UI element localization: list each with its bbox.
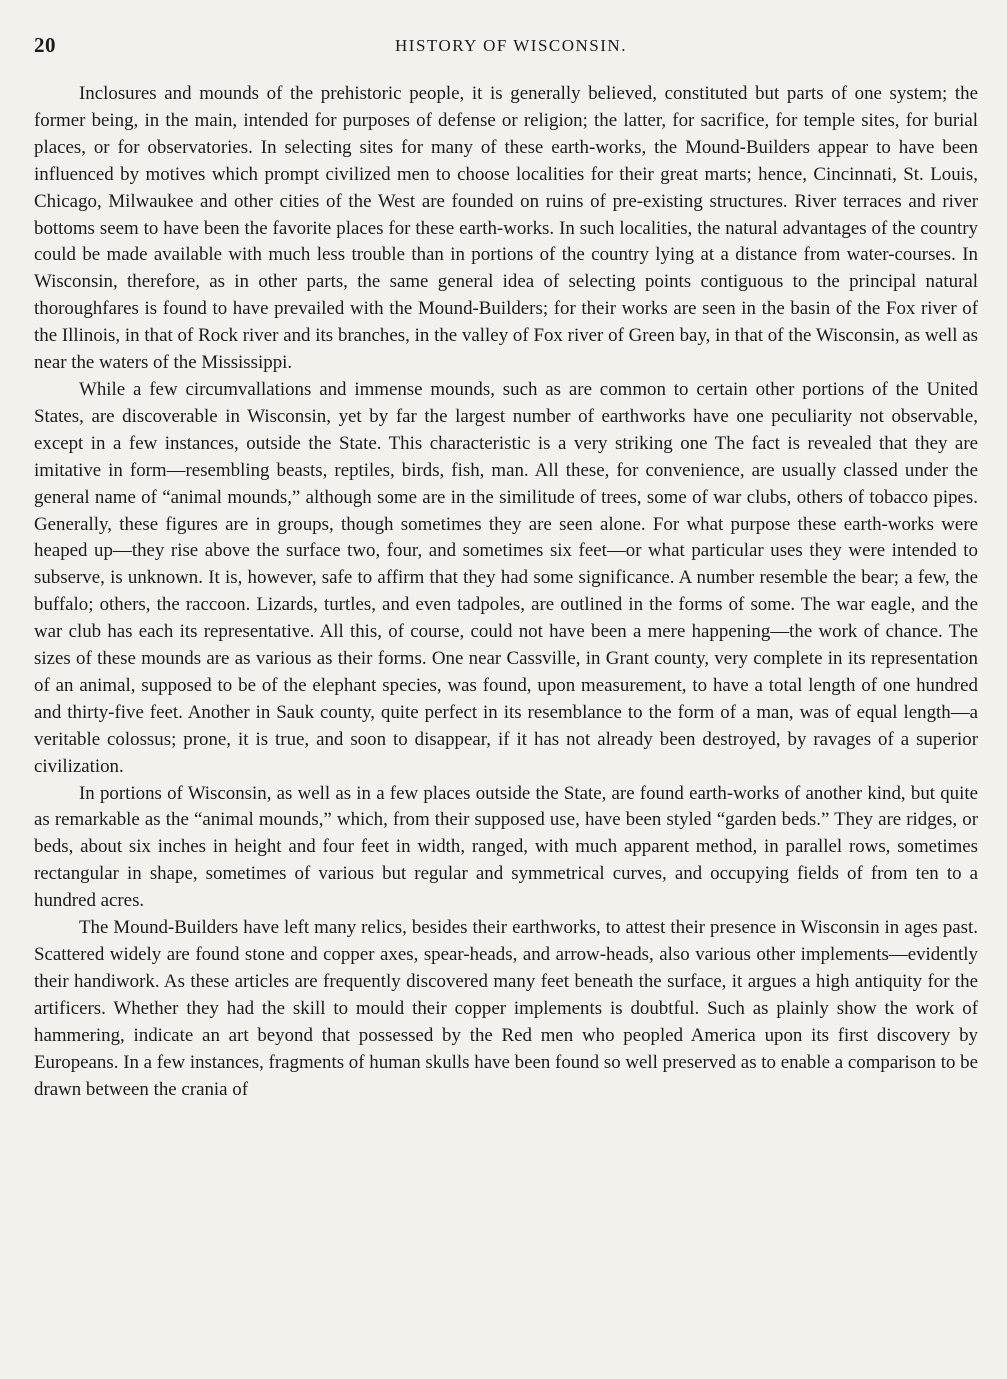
paragraph-garden-beds: In portions of Wisconsin, as well as in a few places outside the State, are found earth-works of another kind, but quite as remarkable as the “animal mounds,” which, from their supposed use, have been styled “garden beds.” They are ridges, or beds, about six inches in height and four feet in width, ranged, with much apparent method, in parallel rows, sometimes rectangular in shape, sometimes of various but regular and symmetrical curves, and occupying fields of from ten to a hundred acres.: [34, 782, 978, 912]
paragraph-relics: The Mound-Builders have left many relics, besides their earthworks, to attest their presence in Wisconsin in ages past. Scattered widely are found stone and copper axes, spear-heads, and arrow-heads, also various other implements—evidently their handiwork. As these articles are frequently discovered many feet beneath the surface, it argues a high antiquity for the artificers. Whether they had the skill to mould their copper implements is doubtful. Such as plainly show the work of hammering, indicate an art beyond that possessed by the Red men who peopled America upon its first discovery by Europeans. In a few instances, fragments of human skulls have been found so well preserved as to enable a comparison to be drawn between the crania of: [34, 917, 978, 1100]
page-number: 20: [34, 33, 56, 57]
body-text: [34, 81, 978, 1103]
page-header: [34, 33, 976, 61]
paragraph-animal-mounds: While a few circumvallations and immense mounds, such as are common to certain other portions of the United States, are discoverable in Wisconsin, yet by far the largest number of earthworks have one peculiarity not observable, except in a few instances, outside the State. This characteristic is a very striking one The fact is revealed that they are imitative in form—resembling beasts, reptiles, birds, fish, man. All these, for convenience, are usually classed under the general name of “animal mounds,” although some are in the similitude of trees, some of war clubs, others of tobacco pipes. Generally, these figures are in groups, though sometimes they are seen alone. For what purpose these earth-works were heaped up—they rise above the surface two, four, and sometimes six feet—or what particular uses they were intended to subserve, is unknown. It is, however, safe to affirm that they had some significance. A number resemble the bear; a few, the buffalo; others, the raccoon. Lizards, turtles, and even tadpoles, are outlined in the forms of some. The war eagle, and the war club has each its representative. All this, of course, could not have been a mere happening—the work of chance. The sizes of these mounds are as various as their forms. One near Cassville, in Grant county, very complete in its representation of an animal, supposed to be of the elephant species, was found, upon measurement, to have a total length of one hundred and thirty-five feet. Another in Sauk county, quite perfect in its resemblance to the form of a man, was of equal length—a veritable colossus; prone, it is true, and soon to disappear, if it has not already been destroyed, by ravages of a superior civilization.: [34, 378, 978, 777]
paragraph-mounds-sites: Inclosures and mounds of the prehistoric people, it is generally believed, constituted but parts of one system; the former being, in the main, intended for purposes of defense or religion; the latter, for sacrifice, for temple sites, for burial places, or for observatories. In selecting sites for many of these earth-works, the Mound-Builders appear to have been influenced by motives which prompt civilized men to choose localities for their great marts; hence, Cincinnati, St. Louis, Chicago, Milwaukee and other cities of the West are founded on ruins of pre-existing structures. River terraces and river bottoms seem to have been the favorite places for these earth-works. In such localities, the natural advantages of the country could be made available with much less trouble than in portions of the country lying at a distance from water-courses. In Wisconsin, therefore, as in other parts, the same general idea of selecting points contiguous to the principal natural thoroughfares is found to have prevailed with the Mound-Builders; for their works are seen in the basin of the Fox river of the Illinois, in that of Rock river and its branches, in the valley of Fox river of Green bay, in that of the Wisconsin, as well as near the waters of the Mississippi.: [34, 83, 978, 374]
running-title: HISTORY OF WISCONSIN.: [395, 36, 627, 55]
